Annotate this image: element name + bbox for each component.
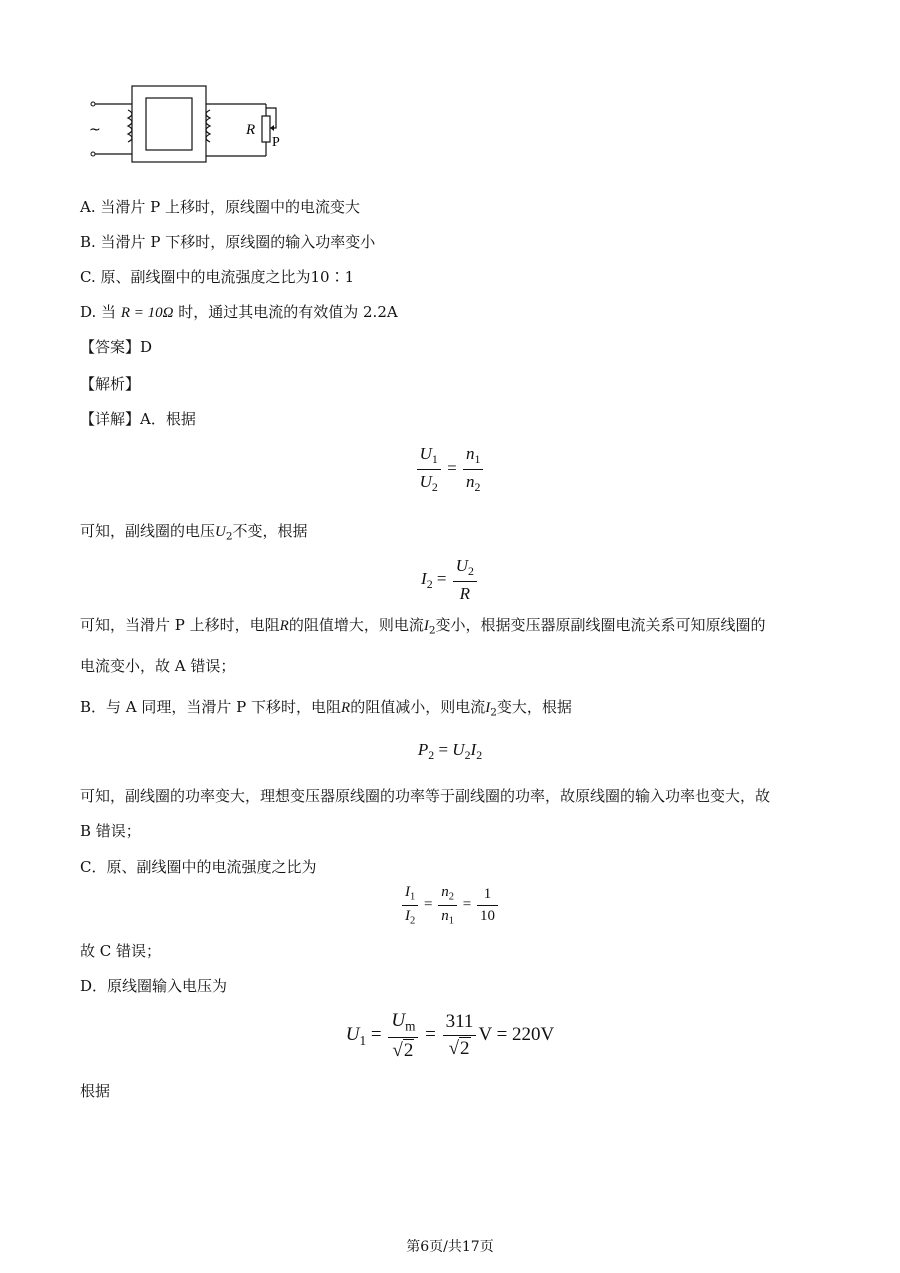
option-a: A. 当滑片 P 上移时，原线圈中的电流变大 — [80, 198, 360, 216]
paragraph-6: B 错误； — [80, 822, 141, 840]
equation-voltage-ratio: $\frac{U_1}{U_2}$ = $\frac{n_1}{n_2}$ — [0, 444, 900, 495]
page-number: 第6页/共17页 — [406, 1239, 494, 1255]
ac-source-symbol: ~ — [89, 122, 101, 138]
paragraph-3: 电流变小，故 A 错误； — [80, 657, 236, 675]
resistor-label: R — [246, 122, 256, 138]
paragraph-9: D．原线圈输入电压为 — [80, 977, 228, 995]
option-c: C. 原、副线圈中的电流强度之比为10∶1 — [80, 268, 355, 286]
paragraph-10: 根据 — [80, 1082, 111, 1100]
equation-power: $P_2 = U_2I_2$ — [417, 740, 483, 763]
option-d-equation: R = 10Ω — [120, 305, 174, 321]
answer: 【答案】D — [80, 338, 153, 356]
transformer-circuit-diagram — [86, 80, 306, 170]
paragraph-2: 可知，当滑片 P 上移时，电阻R的阻值增大，则电流$I_2$变小，根据变压器原副线圈电流关系可知原线圈的 — [80, 616, 766, 637]
paragraph-1: 可知，副线圈的电压$U_2$不变，根据 — [80, 522, 308, 543]
paragraph-7: C．原、副线圈中的电流强度之比为 — [80, 858, 317, 876]
equation-current-ratio: $\frac{I_1}{I_2}$ = $\frac{n_2}{n_1}$ = $\frac{1}{10}$ — [0, 884, 900, 926]
option-d: D. 当 R = 10Ω 时，通过其电流的有效值为 2.2A — [80, 303, 398, 321]
equation-input-voltage: $U_1$ = $\frac{U_m}{√2}$ = $\frac{311}{√2}$ V = 220V — [345, 1010, 555, 1061]
paragraph-8: 故 C 错误； — [80, 942, 162, 960]
analysis-heading: 【解析】 — [80, 375, 141, 393]
paragraph-5: 可知，副线圈的功率变大，理想变压器原线圈的功率等于副线圈的功率，故原线圈的输入功率也变大，故 — [80, 787, 771, 805]
detail-heading: 【详解】A．根据 — [80, 410, 196, 428]
paragraph-4: B．与 A 同理，当滑片 P 下移时，电阻R的阻值减小，则电流$I_2$变大，根据 — [80, 698, 572, 719]
slider-label: P — [272, 135, 280, 150]
option-b: B. 当滑片 P 下移时，原线圈的输入功率变小 — [80, 233, 376, 251]
equation-current: $I_2$ = $\frac{U_2}{R}$ — [0, 556, 900, 604]
